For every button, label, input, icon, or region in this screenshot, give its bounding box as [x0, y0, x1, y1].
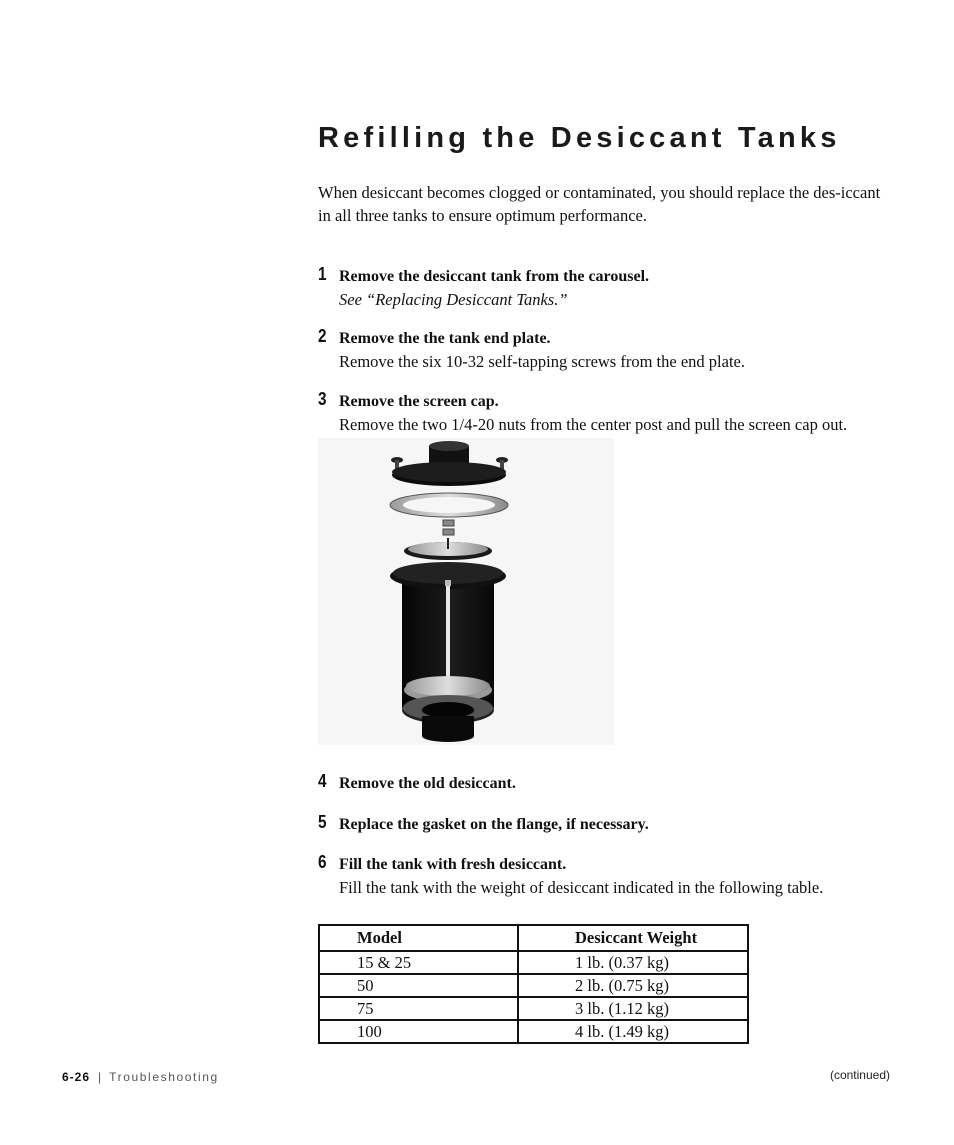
intro-paragraph: When desiccant becomes clogged or contaminated, you should replace the des-iccant in all three tanks to ensure optimum performance.	[318, 183, 881, 225]
step-3	[318, 391, 918, 435]
tank-body	[390, 562, 506, 742]
step-title: Remove the old desiccant.	[339, 775, 516, 792]
section-name: Troubleshooting	[109, 1070, 219, 1084]
model-cell: 15 & 25	[319, 951, 518, 974]
step-title: Remove the the tank end plate.	[339, 330, 551, 347]
table-header-row	[319, 925, 748, 951]
step-number: 3	[318, 389, 327, 409]
step-number: 1	[318, 264, 327, 284]
footer-separator: |	[98, 1070, 102, 1084]
nuts	[443, 520, 454, 535]
tank-exploded-view-figure	[318, 438, 614, 745]
step-number: 6	[318, 852, 327, 872]
gasket	[390, 493, 508, 517]
page-number: 6-26	[62, 1070, 91, 1084]
tank-exploded-view-illustration	[318, 438, 614, 745]
screen-cap	[404, 538, 492, 560]
column-header-desiccant-weight: Desiccant Weight	[518, 925, 748, 951]
continued-note: (continued)	[829, 1068, 890, 1082]
step-title: Replace the gasket on the flange, if necessary.	[339, 816, 649, 833]
step-description: Remove the six 10-32 self-tapping screws from the end plate.	[339, 352, 745, 371]
page-title: Refilling the Desiccant Tanks	[318, 122, 841, 154]
model-cell: 100	[319, 1020, 518, 1043]
step-2	[318, 328, 908, 372]
weight-cell: 1 lb. (0.37 kg)	[518, 951, 748, 974]
step-4	[318, 773, 908, 794]
table-row	[319, 997, 748, 1020]
desiccant-weight-table	[318, 924, 749, 1044]
step-1	[318, 266, 908, 310]
step-6	[318, 854, 908, 898]
step-5	[318, 814, 908, 835]
table-row	[319, 1020, 748, 1043]
step-title: Remove the desiccant tank from the carousel.	[339, 268, 650, 285]
tank-end-plate	[392, 441, 506, 486]
table-row	[319, 951, 748, 974]
step-title: Remove the screen cap.	[339, 393, 499, 410]
weight-cell: 4 lb. (1.49 kg)	[518, 1020, 748, 1043]
step-number: 2	[318, 326, 327, 346]
model-cell: 75	[319, 997, 518, 1020]
step-number: 4	[318, 771, 327, 791]
footer-page-info	[62, 1070, 219, 1084]
weight-cell: 2 lb. (0.75 kg)	[518, 974, 748, 997]
step-title: Fill the tank with fresh desiccant.	[339, 856, 567, 873]
column-header-model: Model	[319, 925, 518, 951]
step-description: Remove the two 1/4-20 nuts from the center post and pull the screen cap out.	[339, 415, 848, 434]
step-description: Fill the tank with the weight of desiccant indicated in the following table.	[339, 878, 824, 897]
step-number: 5	[318, 812, 327, 832]
weight-cell: 3 lb. (1.12 kg)	[518, 997, 748, 1020]
step-description: See “Replacing Desiccant Tanks.”	[339, 290, 568, 309]
model-cell: 50	[319, 974, 518, 997]
table-row	[319, 974, 748, 997]
